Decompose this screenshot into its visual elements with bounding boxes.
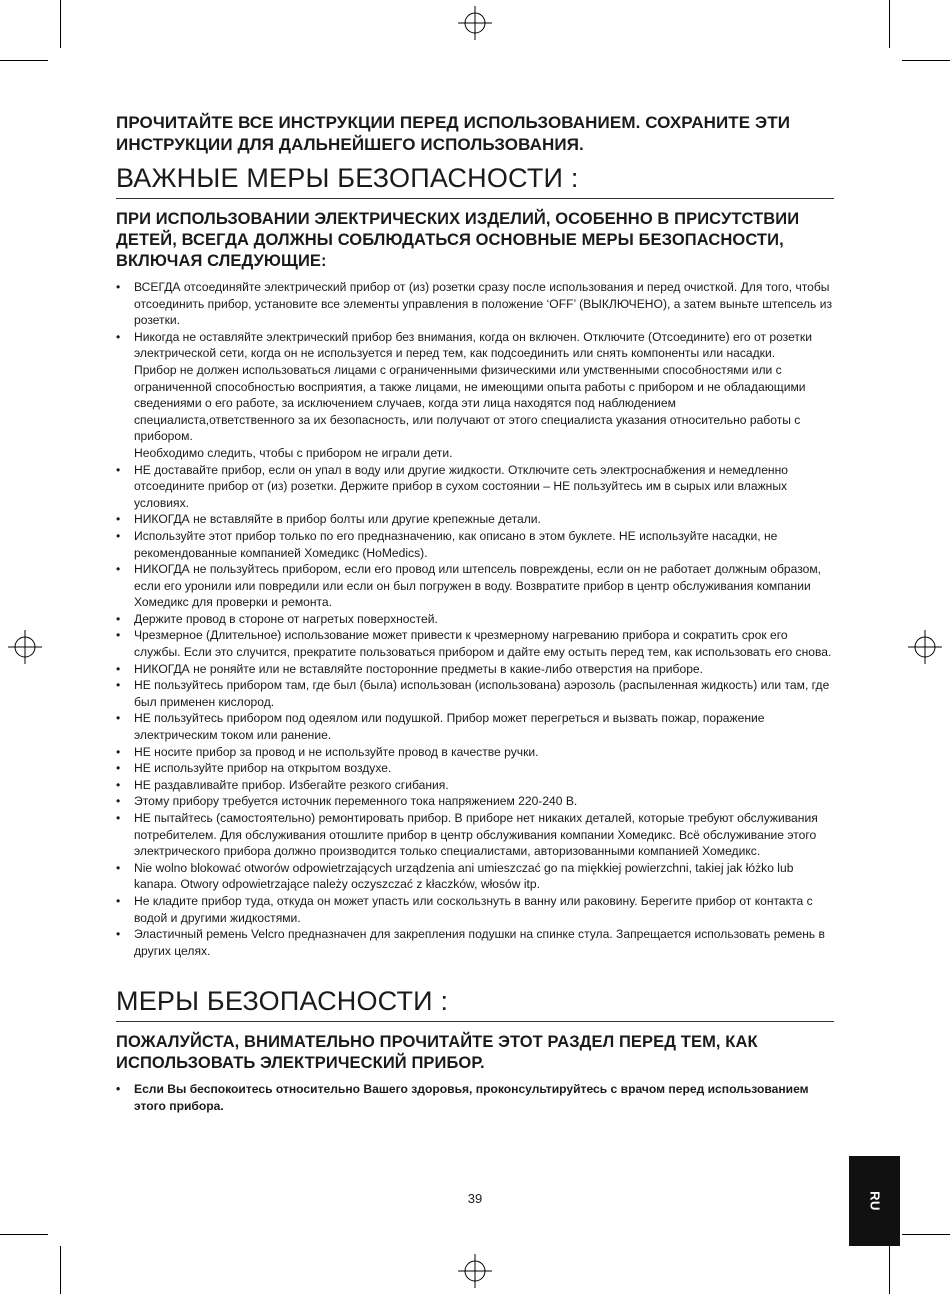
crop-mark-bottom-right-vertical [889, 1246, 890, 1294]
crop-mark-top-left-vertical [60, 0, 61, 48]
intro-notice: ПРОЧИТАЙТЕ ВСЕ ИНСТРУКЦИИ ПЕРЕД ИСПОЛЬЗОВАНИЕМ. СОХРАНИТЕ ЭТИ ИНСТРУКЦИИ ДЛЯ ДАЛЬНЕЙШЕГО ИСПОЛЬЗОВАНИЯ. [116, 113, 791, 154]
list-item: • НЕ раздавливайте прибор. Избегайте резкого сгибания. [116, 777, 834, 794]
section-subtitle-safety: ПОЖАЛУЙСТА, ВНИМАТЕЛЬНО ПРОЧИТАЙТЕ ЭТОТ РАЗДЕЛ ПЕРЕД ТЕМ, КАК ИСПОЛЬЗОВАТЬ ЭЛЕКТРИЧЕСКИЙ ПРИБОР. [116, 1033, 758, 1073]
list-item: • Этому прибору требуется источник переменного тока напряжением 220-240 В. [116, 793, 834, 810]
health-list [116, 1081, 834, 1114]
list-item: • НЕ пользуйтесь прибором там, где был (была) использован (использована) аэрозоль (распыленная жидкость) или там, где был применен кислород. [116, 677, 834, 710]
page-number: 39 [467, 1191, 483, 1206]
crop-mark-top-left-horizontal [0, 60, 48, 61]
list-item: • НИКОГДА не пользуйтесь прибором, если его провод или штепсель повреждены, если он не работает должным образом, если его уронили или повредили или если он был погружен в воду. Возвратите прибор в центр обслуживания компании Хомедикс для проверки и ремонта. [116, 561, 834, 611]
list-item: • НЕ носите прибор за провод и не используйте провод в качестве ручки. [116, 744, 834, 761]
document-body [116, 112, 834, 1115]
language-tab-label: RU [867, 1191, 882, 1211]
list-item: • Nie wolno blokować otworów odpowietrzających urządzenia ani umieszczać go na miękkiej powierzchni, takiej jak łóżko lub kanapa. Otwory odpowietrzające należy oczyszczać z kłaczków, włosów itp. [116, 860, 834, 893]
crop-mark-bottom-left-horizontal [0, 1234, 48, 1235]
list-item: • НЕ доставайте прибор, если он упал в воду или другие жидкости. Отключите сеть электроснабжения и немедленно отсоедините прибор от (из) розетки. Держите прибор в сухом состоянии – НЕ пользуйтесь им в сырых или влажных условиях. [116, 462, 834, 512]
list-item: • Если Вы беспокоитесь относительно Вашего здоровья, проконсультируйтесь с врачом перед использованием этого прибора. [116, 1081, 834, 1114]
registration-mark-left [8, 630, 42, 664]
registration-mark-bottom [458, 1254, 492, 1288]
registration-mark-top [458, 6, 492, 40]
registration-mark-right [908, 630, 942, 664]
list-item: • НИКОГДА не вставляйте в прибор болты или другие крепежные детали. [116, 511, 834, 528]
list-item: • НЕ пытайтесь (самостоятельно) ремонтировать прибор. В приборе нет никаких деталей, которые требуют обслуживания потребителем. Для обслуживания отошлите прибор в центр обслуживания компании Хомедикс. Всё обслуживание этого электрического прибора должно производится только специалистами, авторизованными компанией Хомедикс. [116, 810, 834, 860]
safety-list [116, 279, 834, 959]
list-item: • НЕ используйте прибор на открытом воздухе. [116, 760, 834, 777]
list-item: • Чрезмерное (Длительное) использование может привести к чрезмерному нагреванию прибора и сократить срок его службы. Если это случится, прекратите пользоваться прибором и дайте ему остыть перед тем, как использовать его снова. [116, 627, 834, 660]
section-safety-measures [116, 985, 834, 1114]
list-item: • Держите провод в стороне от нагретых поверхностей. [116, 611, 834, 628]
list-item: • НЕ пользуйтесь прибором под одеялом или подушкой. Прибор может перегреться и вызвать пожар, поражение электрическим током или ранение. [116, 710, 834, 743]
crop-mark-top-right-vertical [889, 0, 890, 48]
crop-mark-bottom-right-horizontal [902, 1234, 950, 1235]
section-subtitle-important-safety: ПРИ ИСПОЛЬЗОВАНИИ ЭЛЕКТРИЧЕСКИХ ИЗДЕЛИЙ, ОСОБЕННО В ПРИСУТСТВИИ ДЕТЕЙ, ВСЕГДА ДОЛЖНЫ СОБЛЮДАТЬСЯ ОСНОВНЫЕ МЕРЫ БЕЗОПАСНОСТИ, ВКЛЮЧАЯ СЛЕДУЮЩИЕ: [116, 210, 800, 270]
list-item: • НИКОГДА не роняйте или не вставляйте посторонние предметы в какие-либо отверстия на приборе. [116, 661, 834, 678]
list-item: • Никогда не оставляйте электрический прибор без внимания, когда он включен. Отключите (Отсоедините) его от розетки электрической сети, когда он не используется и перед тем, как подсоединить или снять компоненты или насадки. Прибор не должен использоваться лицами с ограниченными физическими или умственными способностями или с ограниченной способностью восприятия, а также лицами, не имеющими опыта работы с прибором и не обладающими сведениями о его работе, за исключением случаев, когда эти лица находятся под наблюдением специалиста,ответственного за их безопасность, или получают от этого специалиста указания относительно работы с прибором. Необходимо следить, чтобы с прибором не играли дети. [116, 329, 834, 462]
section-title-important-safety: ВАЖНЫЕ МЕРЫ БЕЗОПАСНОСТИ : [116, 162, 834, 199]
section-title-safety: МЕРЫ БЕЗОПАСНОСТИ : [116, 985, 834, 1022]
list-item: • Эластичный ремень Velcro предназначен для закрепления подушки на спинке стула. Запрещается использовать ремень в других целях. [116, 926, 834, 959]
crop-mark-top-right-horizontal [902, 60, 950, 61]
list-item: • ВСЕГДА отсоединяйте электрический прибор от (из) розетки сразу после использования и перед очисткой. Для того, чтобы отсоединить прибор, установите все элементы управления в положение ‘OFF’ (ВЫКЛЮЧЕНО), а затем выньте штепсель из розетки. [116, 279, 834, 329]
list-item: • Используйте этот прибор только по его предназначению, как описано в этом буклете. НЕ используйте насадки, не рекомендованные компанией Хомедикс (HoMedics). [116, 528, 834, 561]
crop-mark-bottom-left-vertical [60, 1246, 61, 1294]
list-item: • Не кладите прибор туда, откуда он может упасть или соскользнуть в ванну или раковину. Берегите прибор от контакта с водой и другими жидкостями. [116, 893, 834, 926]
language-tab [849, 1156, 900, 1246]
